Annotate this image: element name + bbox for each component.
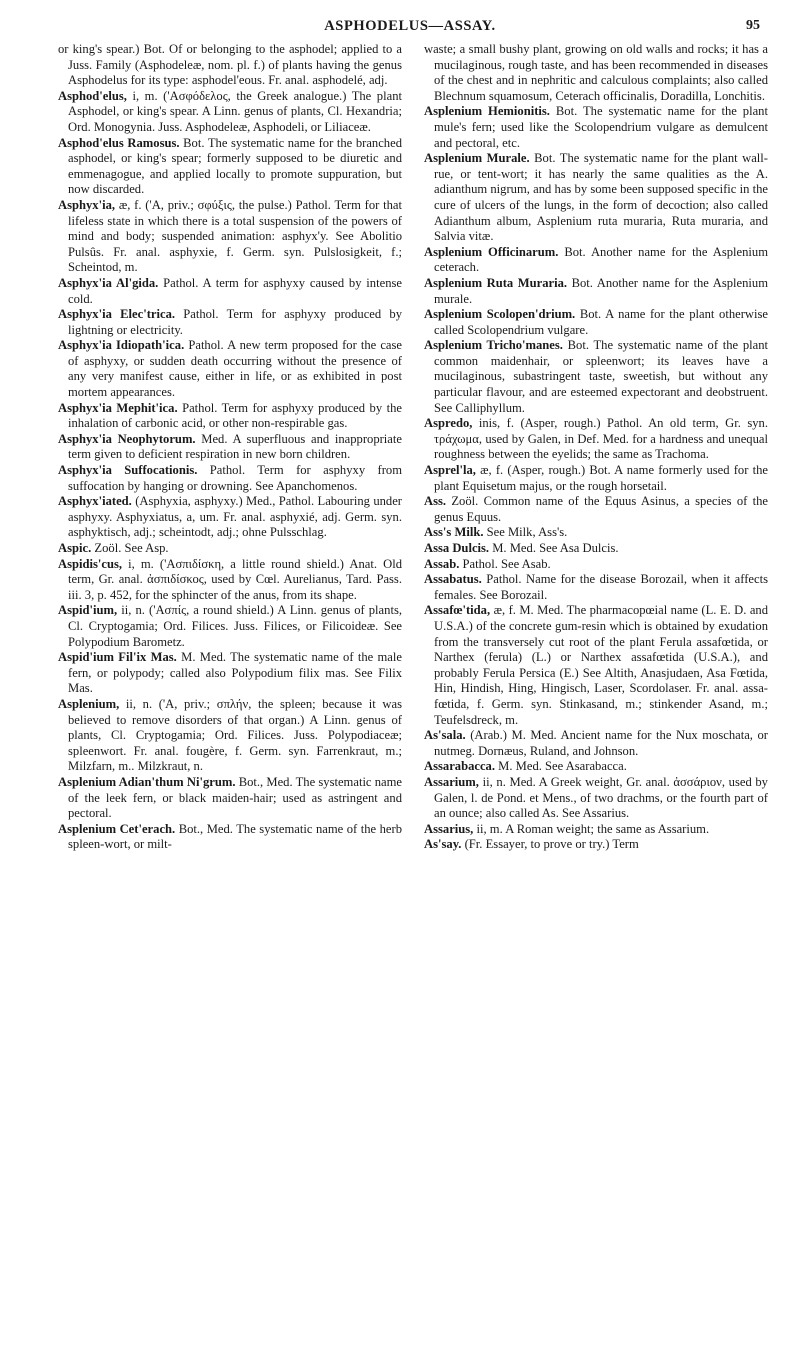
entry-headword: Asphyx'ia Elec'trica. xyxy=(58,307,176,322)
dictionary-entry xyxy=(424,837,768,853)
entry-headword: Asplenium Tricho'manes. xyxy=(424,338,563,353)
entry-definition: æ, f. (Asper, rough.) Bot. A name formerly used for the plant Equisetum majus, or the rough horsetail. xyxy=(434,463,768,493)
entry-definition: Bot. The systematic name for the plant mule's fern; used like the Scolopendrium vulgare as demulcent and pectoral, etc. xyxy=(434,104,768,150)
entry-headword: Asphyx'iated. xyxy=(58,494,132,509)
entry-definition: ii, m. A Roman weight; the same as Assarium. xyxy=(476,821,710,836)
dictionary-entry xyxy=(58,603,402,650)
dictionary-entry xyxy=(58,89,402,136)
entry-headword: Aspid'ium Fil'ix Mas. xyxy=(58,650,177,665)
dictionary-entry xyxy=(424,276,768,307)
entry-headword: Aspredo, xyxy=(424,416,473,431)
dictionary-entry xyxy=(58,432,402,463)
entry-definition: Bot. The systematic name of the plant common maidenhair, or spleenwort; its leaves have a mucilaginous, subastringent taste, sweetish, but without any particular flavour, and are esteemed expectorant and deobstruent. See Calliphyllum. xyxy=(434,338,768,415)
entry-headword: Asphyx'ia Suffocationis. xyxy=(58,463,198,478)
entry-headword: Assab. xyxy=(424,556,460,571)
entry-definition: ii, n. ('Ασπίς, a round shield.) A Linn. genus of plants, Cl. Cryptogamia; Ord. Filices. Juss. Filices, or Filicoideæ. See Polypodium Barometz. xyxy=(68,603,402,649)
entry-definition: Bot. Another name for the Asplenium murale. xyxy=(434,275,768,306)
entry-headword: Asprel'la, xyxy=(424,463,476,478)
dictionary-entry xyxy=(58,775,402,822)
dictionary-entry xyxy=(424,42,768,104)
entry-definition: Pathol. A term for asphyxy caused by intense cold. xyxy=(68,275,402,306)
dictionary-entry xyxy=(424,557,768,573)
entry-definition: Bot. The systematic name for the branched asphodel, or king's spear; formerly supposed to be diuretic and emmenagogue, and applied locally to promote suppuration, but now discarded. xyxy=(68,135,402,197)
entry-definition: Pathol. Name for the disease Borozail, when it affects females. See Borozail. xyxy=(434,572,768,602)
entry-headword: Asplenium, xyxy=(58,696,120,711)
entry-headword: As'sala. xyxy=(424,728,466,743)
dictionary-entry xyxy=(424,525,768,541)
dictionary-entry xyxy=(424,775,768,822)
entry-headword: As'say. xyxy=(424,837,462,852)
entry-headword: Asplenium Ruta Muraria. xyxy=(424,275,568,290)
entry-headword: Assa Dulcis. xyxy=(424,541,490,555)
entry-definition: ii, n. Med. A Greek weight, Gr. anal. ἀσσάριον, used by Galen, l. de Pond. et Mens., of two drachms, or the fourth part of an ounce; also called As. See Assarius. xyxy=(434,774,768,821)
entry-definition: æ, f. M. Med. The pharmacopœial name (L. E. D. and U.S.A.) of the concrete gum-resin which is obtained by exudation from the transversely cut root of the plant Ferula assafœtida, or Narthex (ferula) (L.) or Narthex assafœtida (U.S.A.), and probably Ferula Persica (E.) See Altith, Anasjudaen, Asa Fœtida, Hin, Hindish, Hing, Hingisch, Laser, Scordolaser. Fr. anal. assa-fœtida, f. Germ. syn. Stinkasand, m.; stinkender Asand, m.; Teufelsdreck, m. xyxy=(434,603,768,727)
entry-definition: Bot., Med. The systematic name of the herb spleen-wort, or milt- xyxy=(68,821,402,852)
entry-definition: Bot. The systematic name for the plant wall-rue, or tent-wort; it has nearly the same qualities as the A. adianthum nigrum, and has by some been supposed specific in the cure of ulcers of the lungs, in the form of decoction; also called Adianthum album, Asplenium ruta muraria, Ruta muraria, and Salvia vitæ. xyxy=(434,151,769,244)
entry-definition: Pathol. See Asab. xyxy=(462,556,551,571)
entry-headword: Asplenium Scolopen'drium. xyxy=(424,307,576,322)
right-column xyxy=(424,42,768,853)
entry-headword: Asplenium Officinarum. xyxy=(424,244,559,259)
dictionary-entry xyxy=(424,463,768,494)
entry-definition: i, m. ('Ασπιδίσκη, a little round shield.) Anat. Old term, Gr. anal. ἀσπιδίσκος, used by Cœl. Aurelianus, Tard. Pass. iii. 3, p. 452, for the sphincter of the anus, from its shape. xyxy=(68,556,402,602)
dictionary-entry xyxy=(424,104,768,151)
page-header xyxy=(60,18,760,40)
entry-definition: Med. A superfluous and inappropriate term given to deficient respiration in new born children. xyxy=(68,431,402,462)
entry-headword: Ass's Milk. xyxy=(424,525,484,540)
entry-definition: Bot., Med. The systematic name of the leek fern, or black maiden-hair; used as astringent and pectoral. xyxy=(68,774,402,821)
dictionary-entry xyxy=(424,759,768,775)
dictionary-columns xyxy=(58,42,768,853)
entry-definition: or king's spear.) Bot. Of or belonging to the asphodel; applied to a Juss. Family (Asphodeleæ, nom. pl. f.) of plants having the genus Asphodelus for its type: asphodel'eous. Fr. anal. asphodelé, adj. xyxy=(58,42,402,88)
entry-headword: Asphyx'ia Neophytorum. xyxy=(58,431,196,446)
dictionary-entry xyxy=(58,307,402,338)
dictionary-entry xyxy=(58,136,402,198)
entry-headword: Assafœ'tida, xyxy=(424,603,491,618)
left-column xyxy=(58,42,402,853)
dictionary-entry xyxy=(58,697,402,775)
dictionary-entry xyxy=(58,42,402,89)
entry-headword: Assarium, xyxy=(424,774,479,789)
entry-definition: i, m. ('Ασφόδελος, the Greek analogue.) The plant Asphodel, or king's spear. A Linn. genus of plants, Cl. Hexandria; Ord. Monogynia. Juss. Asphodeleæ, Asphodeli, or Liliaceæ. xyxy=(68,88,402,134)
dictionary-entry xyxy=(58,338,402,400)
dictionary-entry xyxy=(424,416,768,463)
entry-definition: Bot. Another name for the Asplenium ceterach. xyxy=(434,244,768,275)
dictionary-entry xyxy=(58,541,402,557)
entry-definition: See Milk, Ass's. xyxy=(486,525,568,540)
entry-definition: M. Med. The systematic name of the male fern, or polypody; called also Polypodium filix mas. See Filix Mas. xyxy=(68,650,402,696)
entry-headword: Assarius, xyxy=(424,821,474,836)
entry-definition: inis, f. (Asper, rough.) Pathol. An old term, Gr. syn. τράχωμα, used by Galen, in Def. Med. for a hardness and unequal roughness between the eyelids; the same as Trachoma. xyxy=(434,416,768,462)
dictionary-entry xyxy=(424,307,768,338)
dictionary-entry xyxy=(424,541,768,557)
entry-headword: Asplenium Hemionitis. xyxy=(424,104,550,119)
entry-definition: (Fr. Essayer, to prove or try.) Term xyxy=(464,837,639,852)
entry-headword: Asphod'elus, xyxy=(58,88,127,103)
entry-definition: æ, f. ('A, priv.; σφύξις, the pulse.) Pathol. Term for that lifeless state in which there is a total suspension of the powers of mind and body; suspended animation: asphyx'y. See Abolitio Pulsûs. Fr. anal. asphyxie, f. Germ. syn. Pulslosigkeit, f.; Scheintod, m. xyxy=(68,197,402,275)
entry-headword: Aspidis'cus, xyxy=(58,556,123,571)
entry-headword: Asphyx'ia Idiopath'ica. xyxy=(58,338,185,353)
dictionary-entry xyxy=(58,650,402,697)
dictionary-entry xyxy=(58,401,402,432)
entry-definition: Zoöl. See Asp. xyxy=(94,541,169,555)
entry-headword: Assarabacca. xyxy=(424,759,496,774)
entry-definition: Pathol. Term for asphyxy from suffocation by hanging or drowning. See Apanchomenos. xyxy=(68,463,402,493)
entry-headword: Asplenium Adian'thum Ni'grum. xyxy=(58,774,236,789)
dictionary-entry xyxy=(58,822,402,853)
entry-headword: Asphyx'ia Al'gida. xyxy=(58,275,159,290)
dictionary-entry xyxy=(424,603,768,728)
dictionary-entry xyxy=(58,198,402,276)
dictionary-entry xyxy=(58,557,402,604)
page-number: 95 xyxy=(746,18,760,33)
entry-definition: M. Med. See Asa Dulcis. xyxy=(492,541,619,555)
entry-definition: (Asphyxia, asphyxy.) Med., Pathol. Labouring under asphyxy. Asphyxiatus, a, um. Fr. anal. asphyxié, adj. Germ. syn. asphyktisch, adj.; scheintodt, adj.; ohne Pulsschlag. xyxy=(68,494,402,540)
entry-headword: Asplenium Murale. xyxy=(424,151,530,166)
dictionary-entry xyxy=(58,463,402,494)
entry-definition: Pathol. A new term proposed for the case of asphyxy, or sudden death occurring without the presence of any very manifest cause, either in life, or as exhibited in post mortem appearances. xyxy=(68,338,403,400)
dictionary-entry xyxy=(424,494,768,525)
entry-definition: Zoöl. Common name of the Equus Asinus, a species of the genus Equus. xyxy=(434,494,768,524)
running-title: ASPHODELUS—ASSAY. xyxy=(324,18,496,34)
entry-headword: Asphyx'ia, xyxy=(58,197,116,212)
entry-headword: Aspic. xyxy=(58,541,92,555)
entry-definition: M. Med. See Asarabacca. xyxy=(498,759,627,774)
dictionary-entry xyxy=(58,276,402,307)
dictionary-entry xyxy=(58,494,402,541)
entry-headword: Asphod'elus Ramosus. xyxy=(58,135,180,150)
entry-headword: Ass. xyxy=(424,494,447,509)
dictionary-entry xyxy=(424,338,768,416)
entry-headword: Asphyx'ia Mephit'ica. xyxy=(58,400,178,415)
dictionary-entry xyxy=(424,822,768,838)
entry-headword: Asplenium Cet'erach. xyxy=(58,821,176,836)
dictionary-entry xyxy=(424,245,768,276)
entry-headword: Aspid'ium, xyxy=(58,603,118,618)
entry-headword: Assabatus. xyxy=(424,572,482,587)
entry-definition: Pathol. Term for asphyxy produced by the inhalation of carbonic acid, or other non-respirable gas. xyxy=(68,400,402,431)
entry-definition: Pathol. Term for asphyxy produced by lightning or electricity. xyxy=(68,307,402,337)
entry-definition: (Arab.) M. Med. Ancient name for the Nux moschata, or nutmeg. Dornæus, Ruland, and Johnson. xyxy=(434,728,768,758)
dictionary-entry xyxy=(424,572,768,603)
entry-definition: waste; a small bushy plant, growing on old walls and rocks; it has a mucilaginous, rough taste, and has been recommended in diseases of the chest and in nephritic and calculous complaints; also called Blechnum squamosum, Ceterach officinalis, Doradilla, Lonchitis. xyxy=(424,42,768,103)
dictionary-entry xyxy=(424,151,768,245)
dictionary-entry xyxy=(424,728,768,759)
entry-definition: ii, n. ('A, priv.; σπλήν, the spleen; because it was believed to remove disorders of that organ.) A Linn. genus of plants, Cl. Cryptogamia; Ord. Filices. Juss. Polypodiaceæ; spleenwort. Fr. anal. fougère, f. Germ. syn. Farrenkraut, m.; Milzfarn, m.. Milzkraut, n. xyxy=(68,696,402,774)
entry-definition: Bot. A name for the plant otherwise called Scolopendrium vulgare. xyxy=(434,307,768,337)
